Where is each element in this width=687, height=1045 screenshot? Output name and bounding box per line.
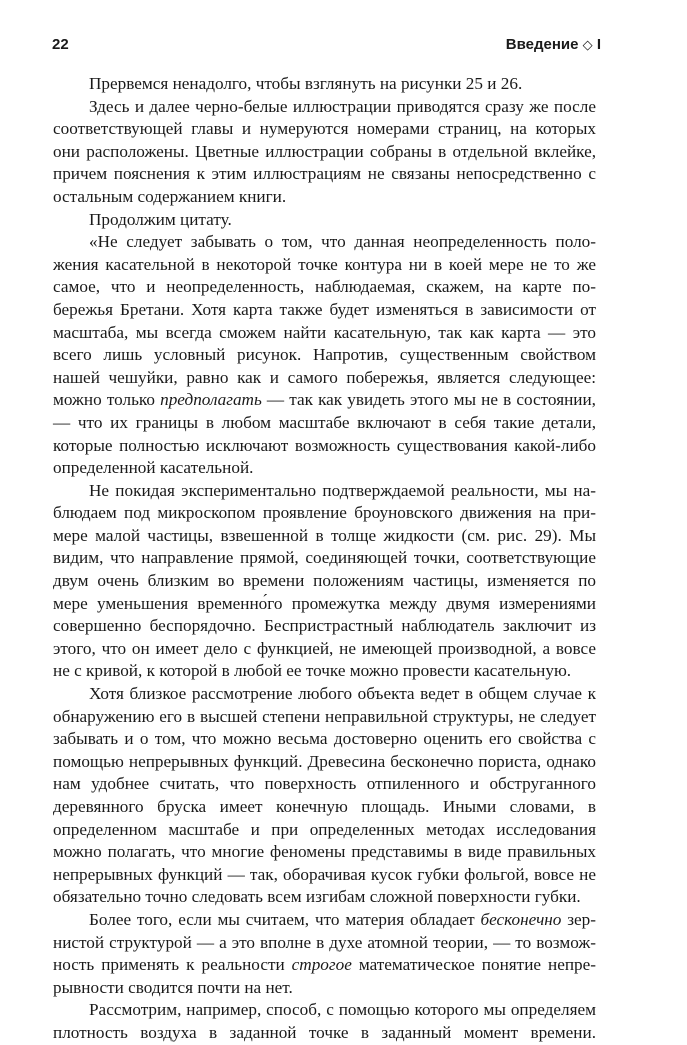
running-title bbox=[506, 36, 601, 53]
page-number: 22 bbox=[52, 36, 69, 53]
paragraph-text: Прервемся ненадолго, чтобы взглянуть на рисунки 25 и 26. bbox=[89, 74, 523, 93]
paragraph-text: Рассмотрим, например, способ, с помощью которого мы определяем плотность воздуха в заданной точке в заданный момент времени. bbox=[53, 1000, 596, 1042]
paragraph-p5 bbox=[53, 480, 596, 683]
paragraph-text: Хотя близкое рассмотрение любого объекта ведет в общем случае к обнаружению его в высшей степени неправильной структуры, не следует забывать и о том, что можно весьма достоверно оценить его свойства с помощью непрерывных функций. Древесина бесконечно пориста, однако нам удобнее считать, что поверхность отпиленного и обструганного деревянного бруска имеет конечную площадь. Иными словами, в определенном масштабе и при определенных методах исследования можно полагать, что многие феномены представимы в виде правильных непрерывных функций — так, оборачивая кусок губки фольгой, вовсе не обязательно точно следовать всем изгибам сложной поверхности губки. bbox=[53, 684, 596, 907]
diamond-separator-icon: ◇ bbox=[582, 37, 593, 52]
paragraph-p1 bbox=[53, 73, 596, 96]
paragraph-text: зернистой структурой — а это вполне в духе атомной теории, — то возможность применять к реальности bbox=[53, 909, 597, 975]
paragraph-p4 bbox=[53, 231, 596, 480]
body-text bbox=[53, 73, 596, 1045]
paragraph-p7 bbox=[53, 909, 596, 999]
paragraph-text: Более того, если мы считаем, что материя обладает bbox=[89, 909, 481, 929]
paragraph-text: «Не следует забывать о том, что данная неопределенность положения касательной в некоторой точке контура ни в коей мере не то же самое, что и неопределенность, наблюдаемая, скажем, на карте побережья Бретани. Хотя карта также будет изменяться в зависимости от масштаба, мы всегда сможем найти касательную, так как карта — это всего лишь условный рисунок. Напротив, существенным свойством нашей чешуйки, равно как и самого побережья, является следующее: можно только bbox=[53, 232, 596, 410]
paragraph-p8 bbox=[53, 999, 596, 1044]
emphasis-text: предполагать bbox=[160, 390, 262, 410]
paragraph-p6 bbox=[53, 683, 596, 909]
paragraph-p3 bbox=[53, 209, 596, 232]
paragraph-text: математическое понятие непрерывности сводится почти на нет. bbox=[53, 955, 597, 997]
emphasis-text: строгое bbox=[291, 955, 352, 975]
paragraph-text: Не покидая экспериментально подтверждаемой реальности, мы наблюдаем под микроскопом проявление броуновского движения на примере малой частицы, взвешенной в толще жидкости (см. рис. 29). Мы видим, что направление прямой, соединяющей точки, соответствующие двум очень близким во времени положениям частицы, изменяется по мере уменьшения временно́го промежутка между двумя измерениями совершенно беспорядочно. Беспристрастный наблюдатель заключит из этого, что он имеет дело с функцией, не имеющей производной, а вовсе не с кривой, к которой в любой ее точке можно провести касательную. bbox=[53, 480, 596, 681]
paragraph-p2 bbox=[53, 96, 596, 209]
running-header bbox=[52, 36, 601, 56]
chapter-numeral: I bbox=[596, 36, 601, 53]
paragraph-text: Здесь и далее черно-белые иллюстрации приводятся сразу же после соответствующей главы и нумеруются номерами страниц, на которых они расположены. Цветные иллюстрации собраны в отдельной вклейке, причем пояснения к этим иллюстрациям не связаны непосредственно с остальным содержанием книги. bbox=[53, 96, 596, 206]
paragraph-text: Продолжим цитату. bbox=[89, 209, 232, 229]
paragraph-text: — так как увидеть этого мы не в состоянии, — что их границы в любом масштабе включают в себя такие детали, которые полностью исключают возможность существования какой-либо определенной касательной. bbox=[53, 390, 596, 478]
section-title: Введение bbox=[505, 36, 579, 53]
emphasis-text: бесконечно bbox=[480, 909, 562, 929]
